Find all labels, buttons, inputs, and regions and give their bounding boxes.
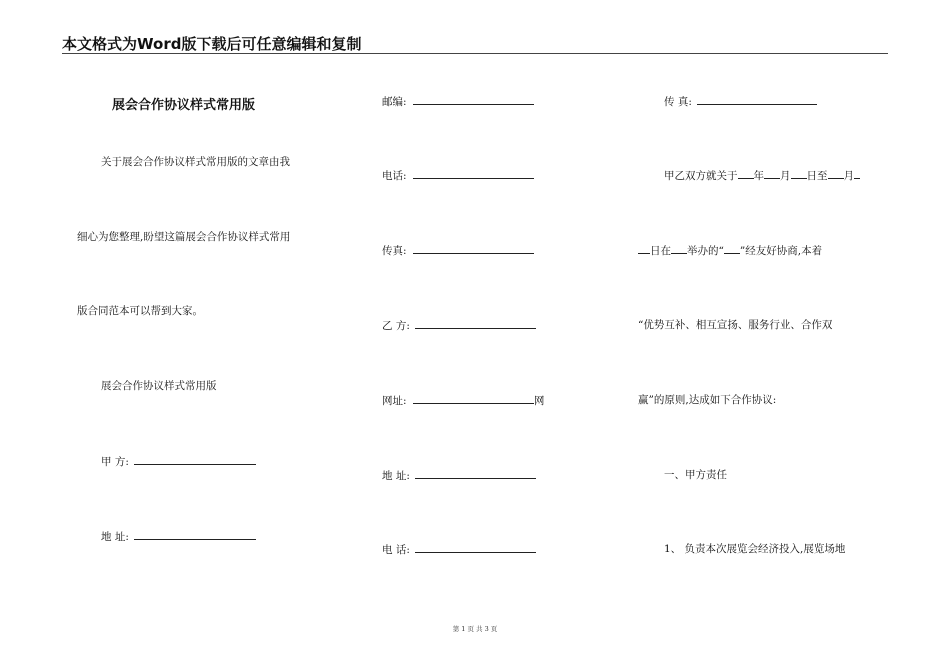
phone-field bbox=[382, 168, 534, 183]
page-footer: 第 1 页 共 3 页 bbox=[452, 625, 498, 633]
agreement-line-2 bbox=[638, 243, 822, 258]
fill-blank bbox=[724, 243, 740, 254]
fill-blank bbox=[413, 94, 534, 105]
fill-blank bbox=[638, 243, 650, 254]
fill-blank bbox=[415, 542, 536, 553]
agreement-line-3: “优势互补、相互宣扬、服务行业、合作双 bbox=[638, 319, 833, 331]
text-segment: 日至 bbox=[806, 170, 828, 182]
fill-blank bbox=[134, 529, 256, 540]
fill-blank bbox=[134, 454, 256, 465]
fill-blank bbox=[413, 393, 534, 404]
field-label: 乙 方: bbox=[382, 320, 410, 332]
party-b-address-field bbox=[382, 468, 536, 483]
intro-line-3: 版合同范本可以帮到大家。 bbox=[77, 305, 203, 317]
fill-blank bbox=[413, 243, 534, 254]
document-subtitle: 展会合作协议样式常用版 bbox=[101, 380, 217, 392]
fill-blank bbox=[415, 468, 536, 479]
field-label: 传 真: bbox=[664, 96, 692, 108]
fill-blank bbox=[764, 168, 780, 179]
fill-blank bbox=[791, 168, 807, 179]
field-suffix: 网 bbox=[533, 395, 545, 407]
party-b-phone-field bbox=[382, 542, 536, 557]
intro-line-2: 细心为您整理,盼望这篇展会合作协议样式常用 bbox=[77, 231, 291, 243]
party-b-field bbox=[382, 318, 536, 333]
intro-line-1: 关于展会合作协议样式常用版的文章由我 bbox=[101, 156, 290, 168]
header-rule bbox=[62, 53, 888, 54]
field-label: 网址: bbox=[382, 395, 407, 407]
text-segment: ”经友好协商,本着 bbox=[739, 245, 823, 257]
field-label: 地 址: bbox=[101, 531, 129, 543]
field-label: 地 址: bbox=[382, 470, 410, 482]
text-segment: 月 bbox=[780, 170, 791, 182]
party-a-address-field bbox=[101, 529, 256, 544]
agreement-line-1 bbox=[664, 168, 860, 183]
field-label: 传真: bbox=[382, 245, 407, 257]
party-a-field bbox=[101, 454, 256, 469]
agreement-line-4: 赢”的原则,达成如下合作协议: bbox=[638, 394, 777, 406]
clause-1: 1、 负责本次展览会经济投入,展览场地 bbox=[664, 543, 846, 555]
text-segment: 日在 bbox=[650, 245, 671, 257]
fill-blank bbox=[828, 168, 844, 179]
text-segment: 举办的“ bbox=[687, 245, 724, 257]
fill-blank bbox=[415, 318, 536, 329]
fill-blank bbox=[697, 94, 817, 105]
text-segment: 年 bbox=[753, 170, 764, 182]
website-field bbox=[382, 393, 544, 408]
fill-blank bbox=[671, 243, 687, 254]
section-heading-party-a: 一、甲方责任 bbox=[664, 469, 727, 481]
text-segment: 甲乙双方就关于 bbox=[664, 170, 738, 182]
header-title: 本文格式为Word版下载后可任意编辑和复制 bbox=[62, 35, 362, 53]
field-label: 甲 方: bbox=[101, 456, 129, 468]
field-label: 电话: bbox=[382, 170, 407, 182]
fax-field bbox=[382, 243, 534, 258]
field-label: 邮编: bbox=[382, 96, 407, 108]
fill-blank bbox=[854, 168, 860, 179]
field-label: 电 话: bbox=[382, 544, 410, 556]
text-segment: 月 bbox=[843, 170, 854, 182]
fax-field-right bbox=[664, 94, 817, 109]
fill-blank bbox=[413, 168, 534, 179]
postcode-field bbox=[382, 94, 534, 109]
document-title: 展会合作协议样式常用版 bbox=[112, 98, 256, 113]
fill-blank bbox=[738, 168, 754, 179]
